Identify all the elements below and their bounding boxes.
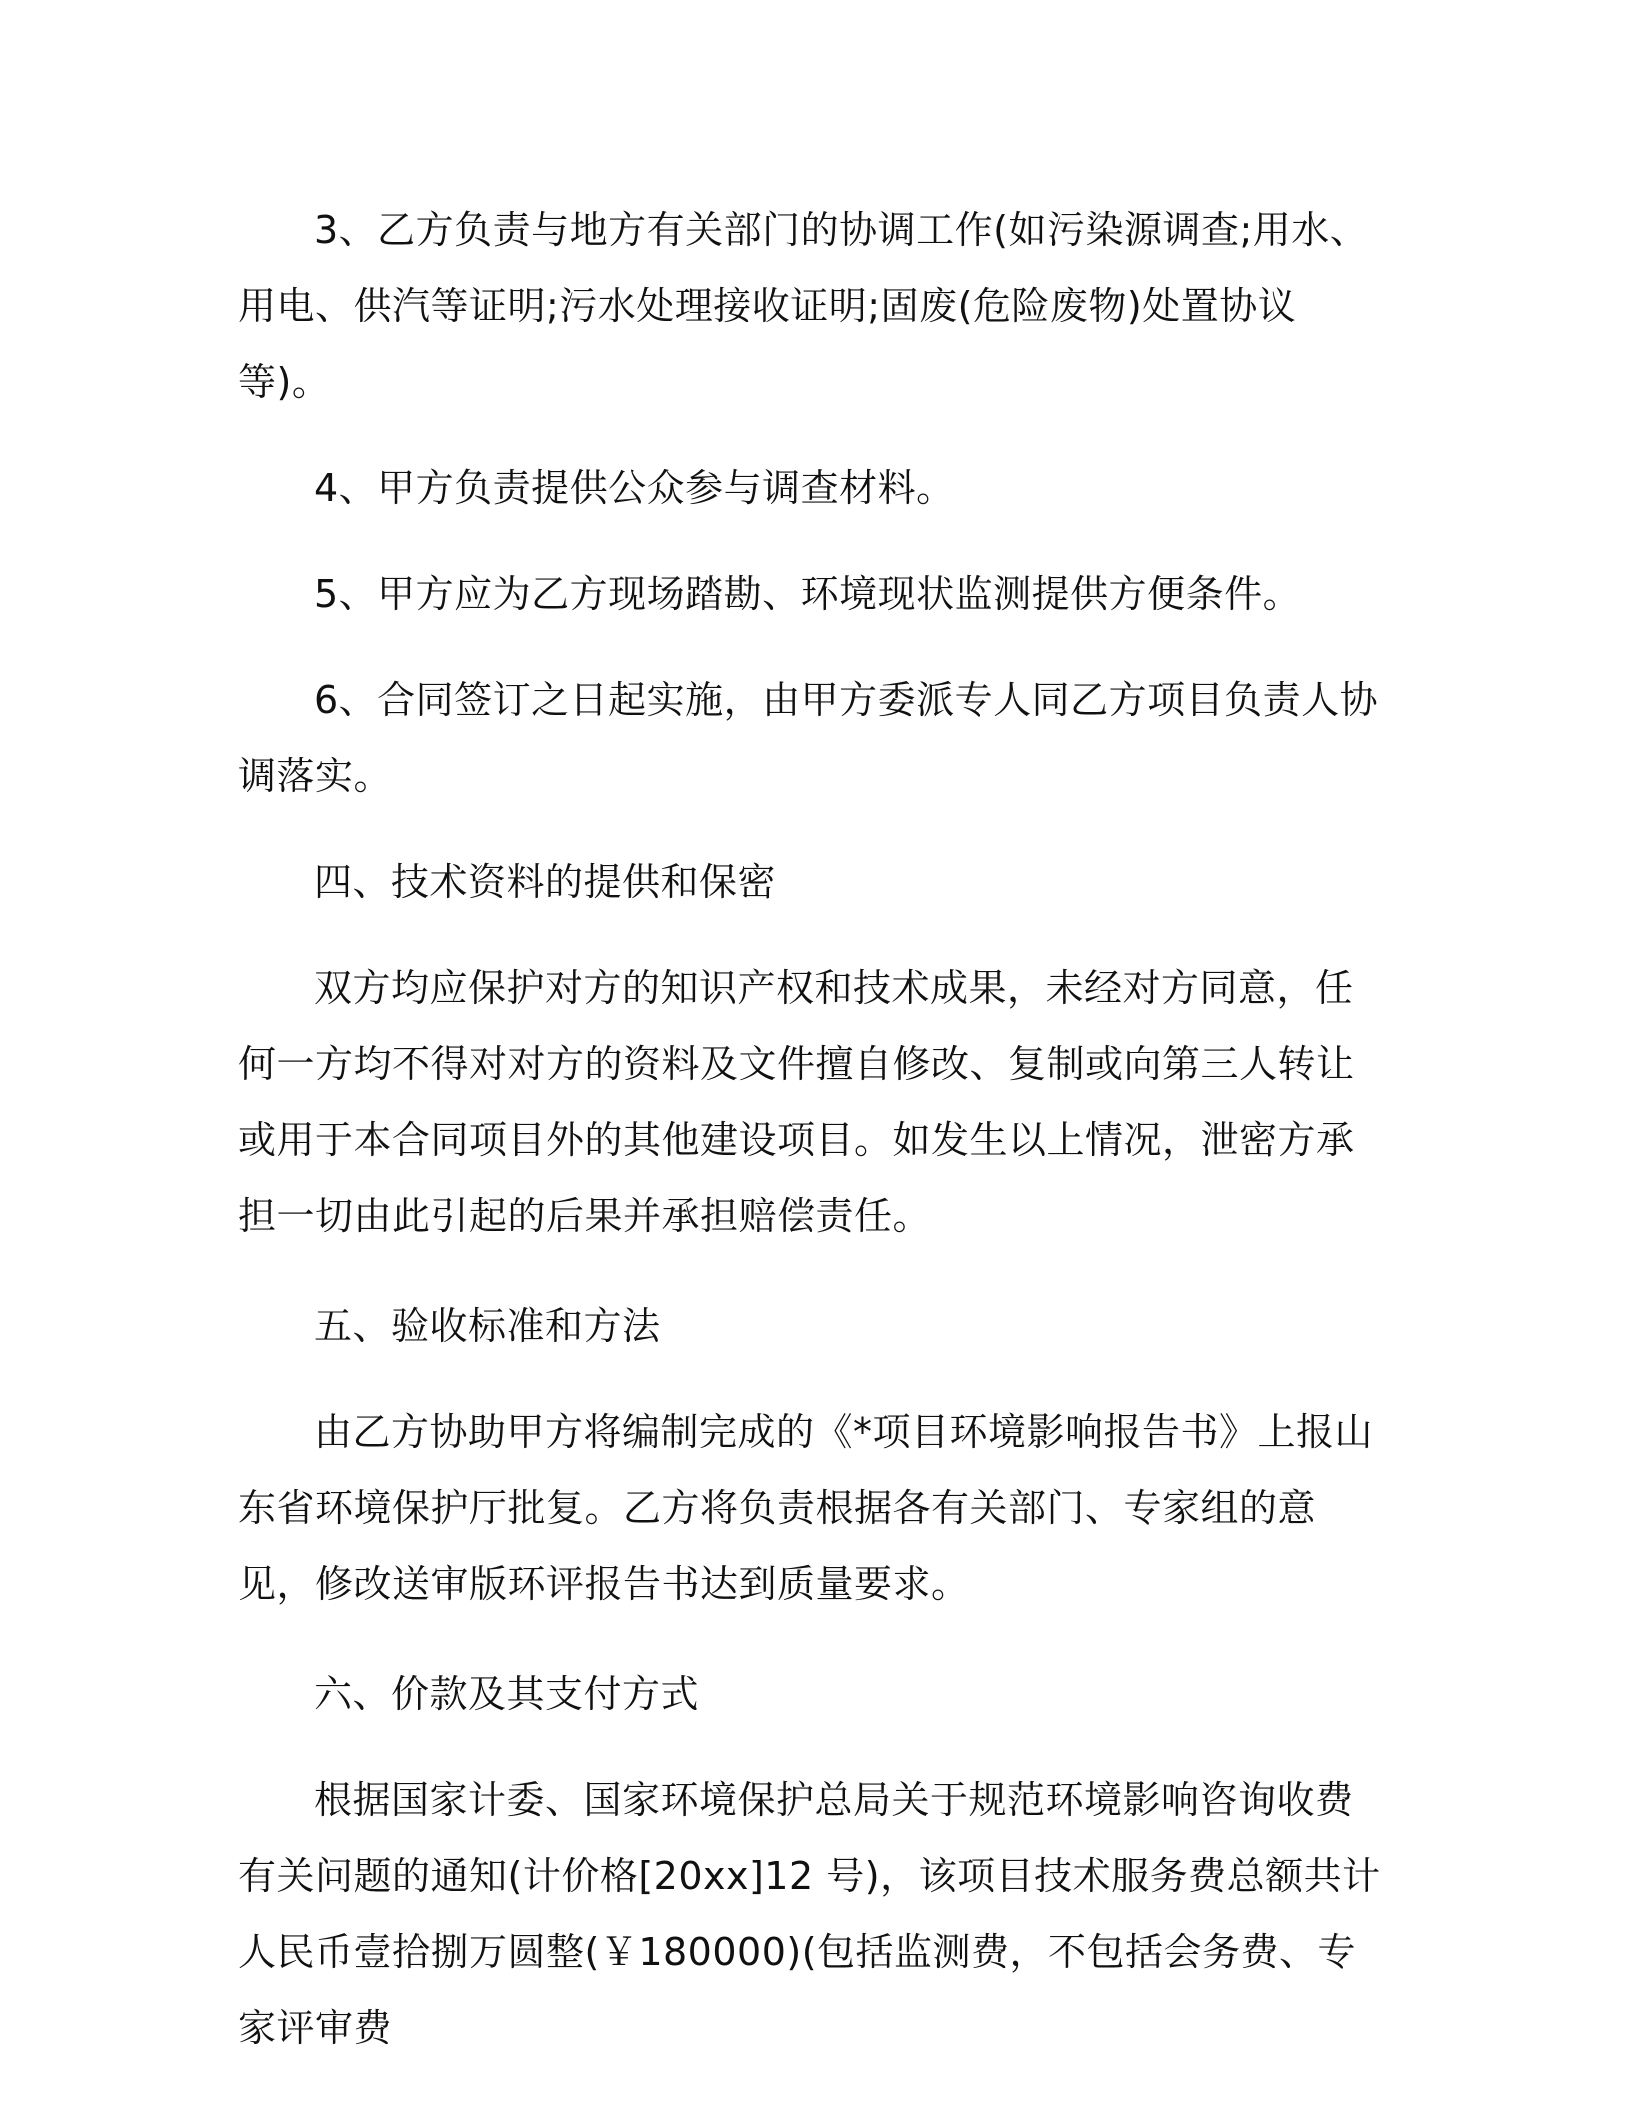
paragraph-item-5: 5、甲方应为乙方现场踏勘、环境现状监测提供方便条件。 xyxy=(314,572,1302,616)
document-page xyxy=(238,192,1388,2066)
paragraph-payment: 根据国家计委、国家环境保护总局关于规范环境影响咨询收费有关问题的通知(计价格[20xx]12 号)，该项目技术服务费总额共计人民币壹拾捌万圆整(￥180000)(包括监测费，不包括会务费、专家评审费 xyxy=(238,1778,1381,2050)
section-heading-6: 六、价款及其支付方式 xyxy=(314,1672,700,1716)
paragraph-item-4: 4、甲方负责提供公众参与调查材料。 xyxy=(314,466,955,510)
paragraph-confidentiality: 双方均应保护对方的知识产权和技术成果，未经对方同意，任何一方均不得对对方的资料及文件擅自修改、复制或向第三人转让或用于本合同项目外的其他建设项目。如发生以上情况，泄密方承担一切由此引起的后果并承担赔偿责任。 xyxy=(238,966,1355,1238)
paragraph-item-3: 3、乙方负责与地方有关部门的协调工作(如污染源调查;用水、用电、供汽等证明;污水处理接收证明;固废(危险废物)处置协议等)。 xyxy=(238,208,1369,404)
paragraph-acceptance: 由乙方协助甲方将编制完成的《*项目环境影响报告书》上报山东省环境保护厅批复。乙方将负责根据各有关部门、专家组的意见，修改送审版环评报告书达到质量要求。 xyxy=(238,1410,1374,1606)
section-heading-4: 四、技术资料的提供和保密 xyxy=(314,860,777,904)
section-heading-5: 五、验收标准和方法 xyxy=(314,1304,661,1348)
paragraph-item-6: 6、合同签订之日起实施，由甲方委派专人同乙方项目负责人协调落实。 xyxy=(238,678,1379,798)
